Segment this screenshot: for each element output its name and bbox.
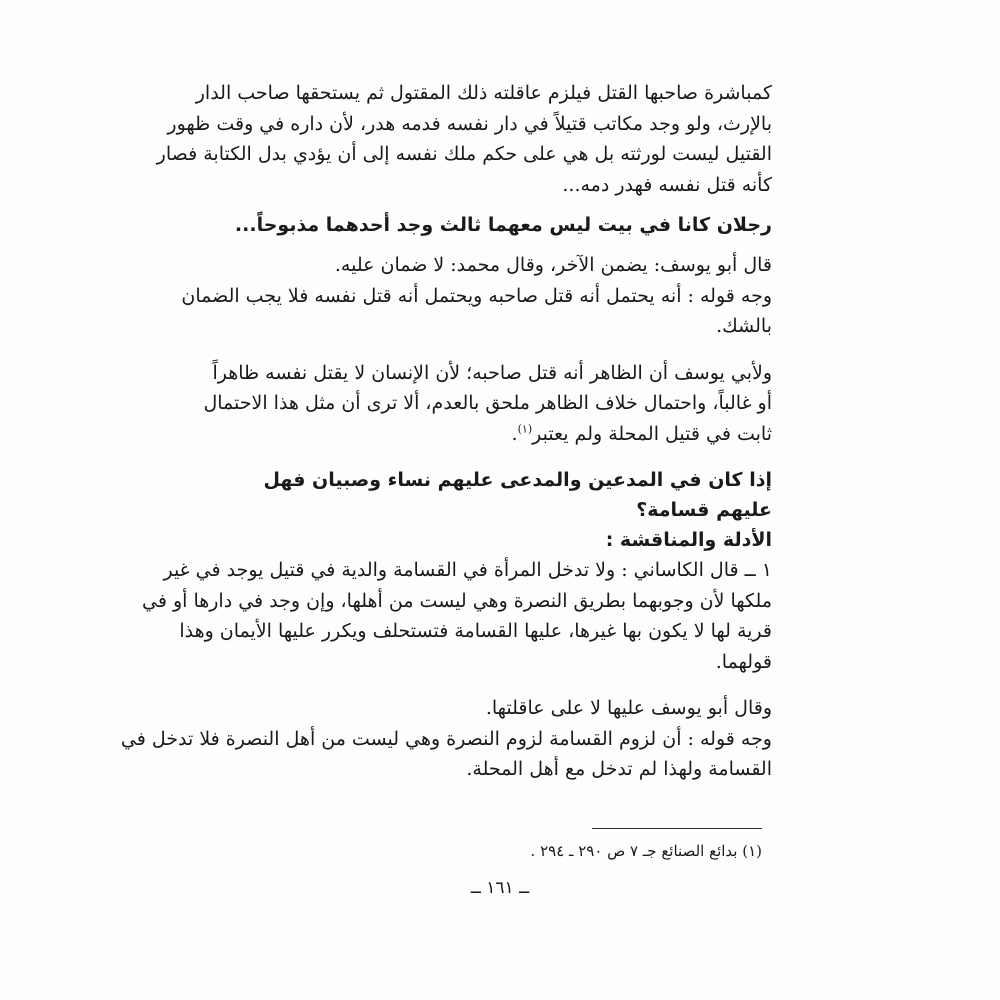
footnote-divider — [592, 828, 762, 829]
footnote: (١) بدائع الصنائع جـ ٧ ص ٢٩٠ ـ ٢٩٤ . — [530, 842, 762, 860]
text-line: وجه قوله : أنه يحتمل أنه قتل صاحبه ويحتمل أنه قتل نفسه فلا يجب الضمان — [181, 284, 772, 307]
text-line: وقال أبو يوسف عليها لا على عاقلتها. — [485, 697, 772, 719]
text-line: ثابت في قتيل المحلة ولم يعتبر$^{(١)}$. — [511, 422, 772, 445]
text-line: قرية لها لا يكون بها غيرها، عليها القسامة فتستحلف ويكرر عليها الأيمان وهذا — [179, 620, 772, 642]
text-line: كمباشرة صاحبها القتل فيلزم عاقلته ذلك المقتول ثم يستحقها صاحب الدار — [195, 82, 772, 104]
section-heading-2: إذا كان في المدعين والمدعى عليهم نساء وصبيان فهل عليهم قسامة؟ — [263, 469, 772, 521]
footnote-reference: (١) — [517, 422, 533, 436]
text-line: القسامة ولهذا لم تدخل مع أهل المحلة. — [466, 758, 772, 780]
section-heading-3: الأدلة والمناقشة : — [605, 529, 772, 551]
text-line: وجه قوله : أن لزوم القسامة لزوم النصرة وهي ليست من أهل النصرة فلا تدخل في — [120, 727, 772, 750]
section-heading-1: رجلان كانا في بيت ليس معهما ثالث وجد أحدهما مذبوحاً... — [234, 214, 772, 236]
text-line: بالشك. — [716, 315, 772, 337]
text-line: ١ ــ قال الكاساني : ولا تدخل المرأة في القسامة والدية في قتيل يوجد في غير — [163, 559, 772, 581]
text-line: قال أبو يوسف: يضمن الآخر، وقال محمد: لا ضمان عليه. — [334, 254, 772, 276]
text-line: ملكها لأن وجوبهما بطريق النصرة وهي ليست من أهلها، وإن وجد في دارها أو في — [142, 589, 772, 612]
paragraph-1 — [156, 78, 772, 200]
text-line: بالإرث، ولو وجد مكاتب قتيلاً في دار نفسه فدمه هدر، لأن داره في وقت ظهور — [167, 112, 772, 135]
text-line: قولهما. — [715, 650, 772, 673]
text-line: ولأبي يوسف أن الظاهر أنه قتل صاحبه؛ لأن الإنسان لا يقتل نفسه ظاهراً — [212, 361, 772, 384]
paragraph-5 — [120, 693, 772, 785]
page-number: ــ ١٦١ ــ — [470, 878, 530, 898]
text-line: أو غالباً، واحتمال خلاف الظاهر ملحق بالعدم، ألا ترى أن مثل هذا الاحتمال — [203, 392, 772, 414]
text-line: القتيل ليست لورثته بل هي على حكم ملك نفسه إلى أن يؤدي بدل الكتابة فصار — [156, 143, 772, 165]
paragraph-2 — [181, 250, 772, 342]
page-body — [120, 78, 772, 785]
text-line-body: ثابت في قتيل المحلة ولم يعتبر — [532, 422, 772, 445]
paragraph-3 — [203, 358, 772, 450]
paragraph-4 — [142, 555, 772, 677]
text-line: كأنه قتل نفسه فهدر دمه... — [562, 173, 772, 196]
